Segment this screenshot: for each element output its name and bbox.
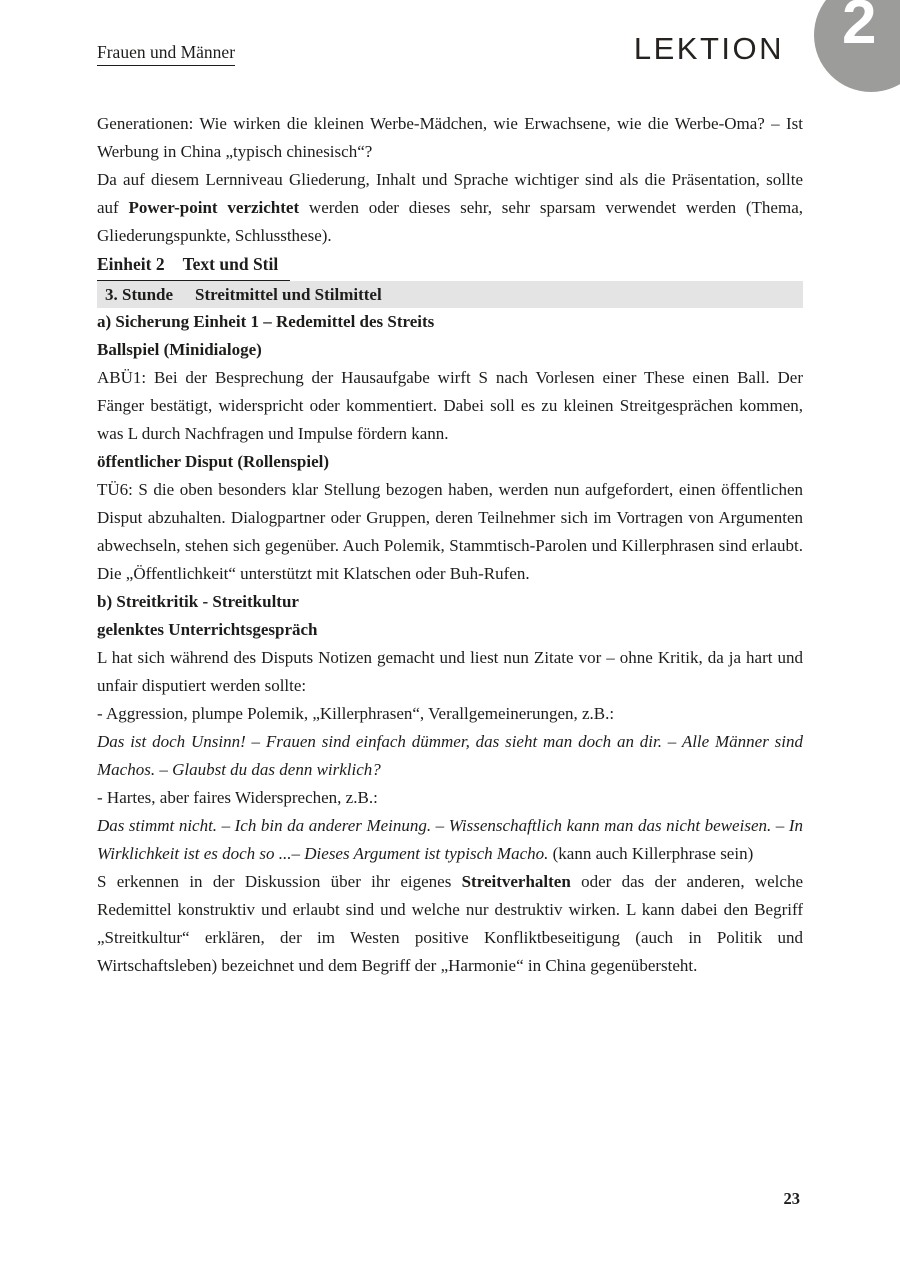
lektion-number: 2	[842, 0, 877, 57]
bullet-widersprechen-example-italic: Das stimmt nicht. – Ich bin da anderer Meinung. – Wissenschaftlich kann man das nicht beweisen. – In Wirklichkeit ist es doch so ...– Dieses Argument ist typisch Macho.	[97, 816, 803, 863]
gespraech-subheading: gelenktes Unterrichtsgespräch	[97, 620, 318, 639]
section-b-heading: b) Streitkritik - Streitkultur	[97, 592, 299, 611]
bullet-widersprechen-example	[97, 812, 803, 868]
stunde-heading-bar	[97, 281, 803, 308]
einheit-heading	[97, 250, 803, 281]
closing-paragraph-text-end: oder das der anderen, welche Redemittel konstruktiv und erlaubt sind und welche nur destruktiv wirken. L kann dabei den Begriff „Streitkultur“ erklären, der im Westen positive Konfliktbeseitigung (auch in Politik und Wirtschaftsleben) bezeichnet und dem Begriff der „Harmonie“ in China gegenübersteht.	[97, 872, 803, 975]
bullet-widersprechen-example-normal: (kann auch Killerphrase sein)	[548, 844, 754, 863]
document-title: Frauen und Männer	[97, 41, 235, 66]
disput-subheading: öffentlicher Disput (Rollenspiel)	[97, 452, 330, 471]
intro-paragraph-text-end: werden oder dieses sehr, sehr sparsam verwendet werden (Thema, Gliederungspunkte, Schlussthese).	[97, 198, 803, 245]
section-a-heading: a) Sicherung Einheit 1 – Redemittel des Streits	[97, 312, 435, 331]
lektion-number-badge	[814, 0, 900, 92]
bullet-aggression-label: - Aggression, plumpe Polemik, „Killerphrasen“, Verallgemeinerungen, z.B.:	[97, 704, 615, 723]
einheit-heading-title: Text und Stil	[182, 254, 279, 274]
intro-paragraph	[97, 166, 803, 250]
ballspiel-paragraph: ABÜ1: Bei der Besprechung der Hausaufgabe wirft S nach Vorlesen einer These einen Ball. Der Fänger bestätigt, widerspricht oder kommentiert. Dabei soll es zu kleinen Streitgesprächen kommen, was L durch Nachfragen und Impulse fördern kann.	[97, 368, 803, 443]
closing-paragraph-text: S erkennen in der Diskussion über ihr eigenes	[97, 872, 462, 891]
einheit-heading-label: Einheit 2	[97, 254, 165, 274]
closing-paragraph-bold: Streitverhalten	[461, 872, 571, 891]
bullet-aggression-example: Das ist doch Unsinn! – Frauen sind einfach dümmer, das sieht man doch an dir. – Alle Männer sind Machos. – Glaubst du das denn wirklich?	[97, 732, 803, 779]
bullet-widersprechen-label: - Hartes, aber faires Widersprechen, z.B.:	[97, 788, 378, 807]
page-content	[97, 110, 803, 980]
intro-paragraph-bold: Power-point verzichtet	[128, 198, 300, 217]
intro-list-item: Generationen: Wie wirken die kleinen Werbe-Mädchen, wie Erwachsene, wie die Werbe-Oma? – Ist Werbung in China „typisch chinesisch“?	[97, 114, 803, 161]
lektion-label: LEKTION	[633, 31, 784, 66]
gespraech-paragraph: L hat sich während des Disputs Notizen gemacht und liest nun Zitate vor – ohne Kritik, da ja hart und unfair disputiert werden sollte:	[97, 648, 803, 695]
stunde-label: 3. Stunde	[105, 285, 174, 304]
closing-paragraph	[97, 868, 803, 980]
page-number: 23	[783, 1189, 800, 1208]
ballspiel-subheading: Ballspiel (Minidialoge)	[97, 340, 262, 359]
disput-paragraph: TÜ6: S die oben besonders klar Stellung bezogen haben, werden nun aufgefordert, einen öffentlichen Disput abzuhalten. Dialogpartner oder Gruppen, deren Teilnehmer sich im Vortragen von Argumenten abwechseln, stehen sich gegenüber. Auch Polemik, Stammtisch-Parolen und Killerphrasen sind erlaubt. Die „Öffentlichkeit“ unterstützt mit Klatschen oder Buh-Rufen.	[97, 480, 803, 583]
stunde-title: Streitmittel und Stilmittel	[195, 285, 382, 304]
intro-paragraph-text: Da auf diesem Lernniveau Gliederung, Inhalt und Sprache wichtiger sind als die Präsentation, sollte auf	[97, 170, 803, 217]
